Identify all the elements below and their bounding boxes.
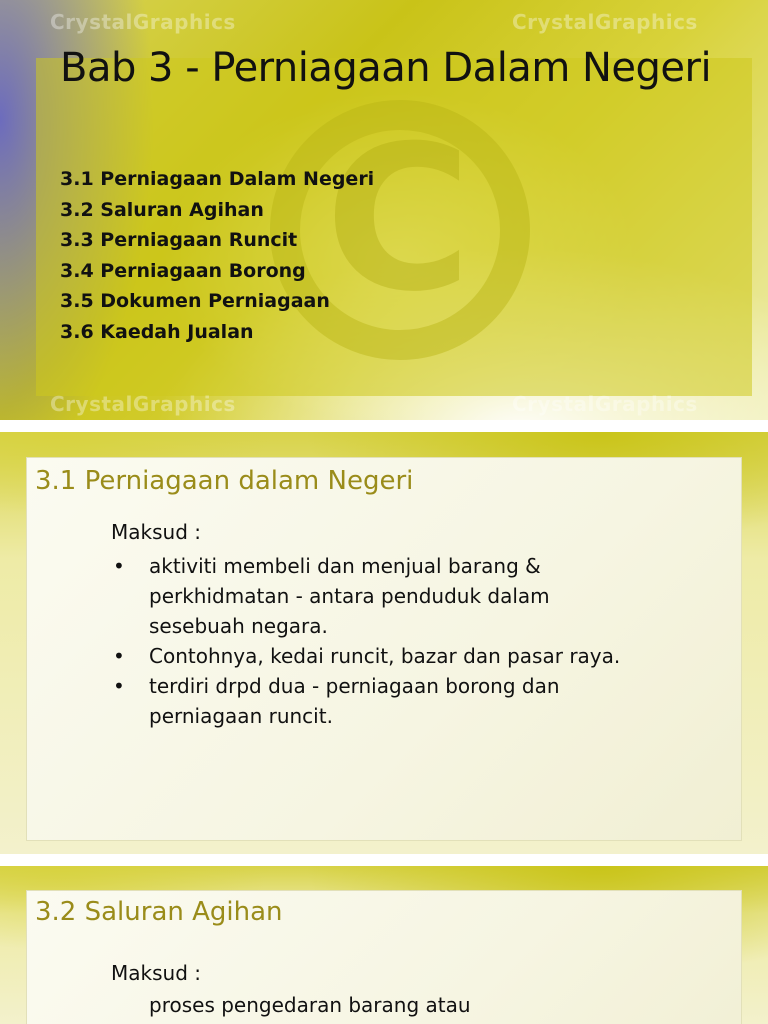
slide-heading: 3.1 Perniagaan dalam Negeri [35, 466, 414, 496]
toc-item: 3.5 Dokumen Perniagaan [60, 290, 330, 312]
toc-item: 3.1 Perniagaan Dalam Negeri [60, 168, 375, 190]
bullet-item [111, 671, 651, 731]
watermark-bottom-right: CrystalGraphics [512, 392, 698, 416]
watermark-bottom-left: CrystalGraphics [50, 392, 236, 416]
bullet-item [111, 641, 651, 671]
slide-heading: 3.2 Saluran Agihan [35, 897, 283, 927]
bullet-text: Contohnya, kedai runcit, bazar dan pasar raya. [149, 644, 621, 668]
bullet-icon: • [113, 644, 125, 668]
bullet-list [111, 551, 651, 731]
bullet-text: terdiri drpd dua - perniagaan borong dan perniagaan runcit. [149, 674, 560, 728]
watermark-top-right: CrystalGraphics [512, 10, 698, 34]
copyright-c-icon: C [325, 103, 472, 336]
chapter-toc [60, 164, 374, 347]
bullet-text: aktiviti membeli dan menjual barang & perkhidmatan - antara penduduk dalam sesebuah negara. [149, 554, 550, 638]
content-card [26, 890, 742, 1024]
toc-item: 3.4 Perniagaan Borong [60, 259, 306, 282]
definition-label: Maksud : [111, 961, 201, 985]
toc-item: 3.3 Perniagaan Runcit [60, 229, 298, 251]
bullet-icon: • [113, 674, 125, 698]
definition-text: proses pengedaran barang atau [149, 993, 471, 1017]
bullet-icon: • [113, 554, 125, 578]
content-slide-3-2 [0, 866, 768, 1024]
definition-label: Maksud : [111, 520, 201, 544]
chapter-title: Bab 3 - Perniagaan Dalam Negeri [60, 45, 712, 91]
content-card [26, 457, 742, 841]
toc-item: 3.6 Kaedah Jualan [60, 320, 254, 343]
toc-item: 3.2 Saluran Agihan [60, 198, 264, 221]
watermark-top-left: CrystalGraphics [50, 10, 236, 34]
content-slide-3-1 [0, 432, 768, 854]
title-slide [0, 0, 768, 420]
bullet-item [111, 551, 651, 641]
